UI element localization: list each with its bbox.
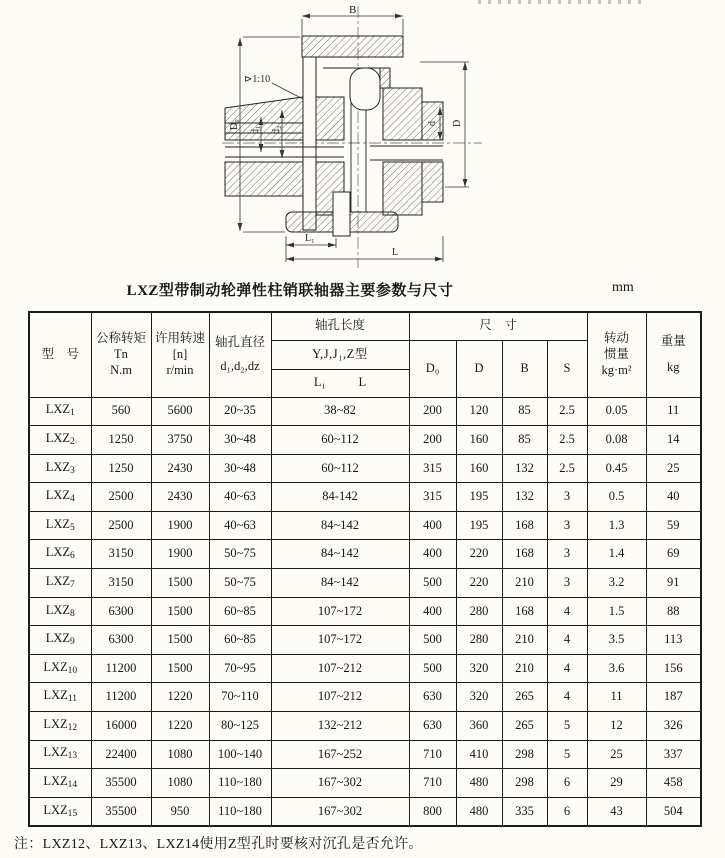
cell-bore: 110~180 bbox=[209, 797, 271, 826]
cell-D: 410 bbox=[456, 740, 502, 769]
cell-model: LXZ3 bbox=[29, 454, 91, 483]
cell-D: 320 bbox=[456, 683, 502, 712]
dim-label-L: L bbox=[392, 247, 399, 258]
table-body bbox=[29, 397, 701, 826]
cell-D: 160 bbox=[456, 454, 502, 483]
cell-bore: 110~180 bbox=[209, 769, 271, 798]
cell-D0: 400 bbox=[409, 597, 456, 626]
cell-bore: 70~110 bbox=[209, 683, 271, 712]
cell-torque: 2500 bbox=[91, 483, 151, 512]
col-header-weight: 重量 kg bbox=[646, 312, 701, 397]
dim-label-L1: L₁ bbox=[305, 233, 315, 244]
col-header-L1: L₁ bbox=[313, 375, 326, 390]
cell-speed: 1900 bbox=[151, 540, 209, 569]
unit-label: mm bbox=[612, 280, 634, 295]
cell-D0: 400 bbox=[409, 511, 456, 540]
cell-torque: 16000 bbox=[91, 712, 151, 741]
cell-torque: 35500 bbox=[91, 769, 151, 798]
cell-length: 107~212 bbox=[271, 654, 409, 683]
cell-torque: 6300 bbox=[91, 626, 151, 655]
cell-length: 167~302 bbox=[271, 769, 409, 798]
model-number-subscript: 12 bbox=[67, 722, 78, 733]
table-row bbox=[29, 597, 701, 626]
cell-B: 168 bbox=[502, 540, 547, 569]
cell-weight: 88 bbox=[646, 597, 701, 626]
cell-length: 167~302 bbox=[271, 797, 409, 826]
col-header-D0: D₀ bbox=[409, 340, 456, 397]
model-number-subscript: 1 bbox=[70, 408, 75, 419]
cell-length: 84~142 bbox=[271, 511, 409, 540]
col-header-length-types: Y,J,J₁,Z型 bbox=[271, 340, 409, 369]
cell-model: LXZ7 bbox=[29, 569, 91, 598]
cell-weight: 25 bbox=[646, 454, 701, 483]
cell-S: 4 bbox=[547, 683, 587, 712]
cell-length: 107~212 bbox=[271, 683, 409, 712]
cell-S: 5 bbox=[547, 740, 587, 769]
cell-speed: 1500 bbox=[151, 654, 209, 683]
dim-label-D0: D₀ bbox=[229, 119, 240, 130]
cell-S: 2.5 bbox=[547, 426, 587, 455]
cell-torque: 1250 bbox=[91, 454, 151, 483]
cell-torque: 3150 bbox=[91, 540, 151, 569]
cell-B: 335 bbox=[502, 797, 547, 826]
cell-torque: 22400 bbox=[91, 740, 151, 769]
cell-length: 167~252 bbox=[271, 740, 409, 769]
cell-weight: 337 bbox=[646, 740, 701, 769]
cell-weight: 113 bbox=[646, 626, 701, 655]
cell-B: 298 bbox=[502, 740, 547, 769]
cell-inertia: 0.05 bbox=[587, 397, 646, 426]
cell-bore: 60~85 bbox=[209, 597, 271, 626]
table-row bbox=[29, 654, 701, 683]
cell-torque: 35500 bbox=[91, 797, 151, 826]
table-row bbox=[29, 797, 701, 826]
col-header-L: L bbox=[358, 375, 367, 390]
cell-speed: 2430 bbox=[151, 483, 209, 512]
cell-model: LXZ8 bbox=[29, 597, 91, 626]
cell-weight: 59 bbox=[646, 511, 701, 540]
cell-bore: 30~48 bbox=[209, 454, 271, 483]
table-row bbox=[29, 426, 701, 455]
cell-speed: 1080 bbox=[151, 769, 209, 798]
table-row bbox=[29, 511, 701, 540]
col-group-size: 尺 寸 bbox=[409, 312, 587, 340]
cell-S: 2.5 bbox=[547, 397, 587, 426]
cell-length: 84~142 bbox=[271, 569, 409, 598]
cell-inertia: 0.08 bbox=[587, 426, 646, 455]
model-number-subscript: 7 bbox=[70, 579, 75, 590]
table-row bbox=[29, 540, 701, 569]
cell-D0: 630 bbox=[409, 683, 456, 712]
cell-weight: 504 bbox=[646, 797, 701, 826]
cell-model: LXZ10 bbox=[29, 654, 91, 683]
cell-bore: 50~75 bbox=[209, 540, 271, 569]
cell-weight: 326 bbox=[646, 712, 701, 741]
cell-weight: 156 bbox=[646, 654, 701, 683]
cell-D: 280 bbox=[456, 597, 502, 626]
cell-inertia: 43 bbox=[587, 797, 646, 826]
cell-speed: 1500 bbox=[151, 597, 209, 626]
cell-model: LXZ15 bbox=[29, 797, 91, 826]
cell-model: LXZ11 bbox=[29, 683, 91, 712]
cell-bore: 60~85 bbox=[209, 626, 271, 655]
cell-S: 6 bbox=[547, 797, 587, 826]
cell-model: LXZ2 bbox=[29, 426, 91, 455]
cell-length: 60~112 bbox=[271, 426, 409, 455]
dim-label-d: d bbox=[427, 121, 438, 126]
elastic-pin bbox=[333, 68, 390, 236]
cell-length: 84~142 bbox=[271, 540, 409, 569]
dim-label-d1: d₁ bbox=[250, 125, 261, 134]
model-number-subscript: 11 bbox=[67, 694, 77, 705]
cell-D: 320 bbox=[456, 654, 502, 683]
model-number-subscript: 13 bbox=[67, 751, 78, 762]
cell-speed: 1500 bbox=[151, 569, 209, 598]
taper-label: ⊳1:10 bbox=[244, 74, 271, 85]
cell-weight: 187 bbox=[646, 683, 701, 712]
cell-D: 220 bbox=[456, 569, 502, 598]
cell-model: LXZ1 bbox=[29, 397, 91, 426]
col-header-model: 型 号 bbox=[29, 312, 91, 397]
model-number-subscript: 9 bbox=[70, 637, 75, 648]
cell-inertia: 1.4 bbox=[587, 540, 646, 569]
cell-weight: 14 bbox=[646, 426, 701, 455]
cell-D: 120 bbox=[456, 397, 502, 426]
col-header-torque: 公称转矩Tn N.m bbox=[91, 312, 151, 397]
cell-bore: 20~35 bbox=[209, 397, 271, 426]
cell-speed: 1220 bbox=[151, 712, 209, 741]
model-number-subscript: 6 bbox=[70, 551, 75, 562]
cell-model: LXZ5 bbox=[29, 511, 91, 540]
cell-bore: 70~95 bbox=[209, 654, 271, 683]
cell-speed: 5600 bbox=[151, 397, 209, 426]
cell-B: 210 bbox=[502, 654, 547, 683]
cell-model: LXZ6 bbox=[29, 540, 91, 569]
cell-inertia: 0.5 bbox=[587, 483, 646, 512]
cell-D: 220 bbox=[456, 540, 502, 569]
cell-B: 168 bbox=[502, 511, 547, 540]
cell-D: 160 bbox=[456, 426, 502, 455]
parameters-table bbox=[28, 311, 702, 827]
model-number-subscript: 8 bbox=[70, 608, 75, 619]
cell-D0: 315 bbox=[409, 454, 456, 483]
col-header-B: B bbox=[502, 340, 547, 397]
cell-inertia: 25 bbox=[587, 740, 646, 769]
cell-bore: 100~140 bbox=[209, 740, 271, 769]
table-row bbox=[29, 483, 701, 512]
cell-torque: 1250 bbox=[91, 426, 151, 455]
page-title: LXZ型带制动轮弹性柱销联轴器主要参数与尺寸 bbox=[126, 283, 454, 299]
cell-S: 4 bbox=[547, 654, 587, 683]
cell-bore: 30~48 bbox=[209, 426, 271, 455]
col-group-length: 轴孔长度 bbox=[271, 312, 409, 340]
col-header-L1-L bbox=[271, 369, 409, 397]
dim-label-d2: d₂ bbox=[271, 125, 282, 134]
cell-S: 3 bbox=[547, 569, 587, 598]
cell-torque: 2500 bbox=[91, 511, 151, 540]
cell-S: 2.5 bbox=[547, 454, 587, 483]
cell-S: 3 bbox=[547, 511, 587, 540]
cell-B: 85 bbox=[502, 397, 547, 426]
cell-bore: 50~75 bbox=[209, 569, 271, 598]
model-number-subscript: 3 bbox=[70, 465, 75, 476]
cell-inertia: 29 bbox=[587, 769, 646, 798]
table-row bbox=[29, 626, 701, 655]
cell-inertia: 1.5 bbox=[587, 597, 646, 626]
cell-inertia: 3.6 bbox=[587, 654, 646, 683]
cell-B: 265 bbox=[502, 712, 547, 741]
cell-B: 132 bbox=[502, 454, 547, 483]
cell-speed: 1900 bbox=[151, 511, 209, 540]
table-row bbox=[29, 740, 701, 769]
cell-S: 4 bbox=[547, 597, 587, 626]
cell-inertia: 3.2 bbox=[587, 569, 646, 598]
model-number-subscript: 5 bbox=[70, 522, 75, 533]
cell-D: 195 bbox=[456, 483, 502, 512]
cell-D0: 710 bbox=[409, 769, 456, 798]
cell-inertia: 1.3 bbox=[587, 511, 646, 540]
cell-B: 298 bbox=[502, 769, 547, 798]
cell-S: 6 bbox=[547, 769, 587, 798]
cell-D0: 200 bbox=[409, 397, 456, 426]
cell-model: LXZ13 bbox=[29, 740, 91, 769]
cell-D: 195 bbox=[456, 511, 502, 540]
table-row bbox=[29, 683, 701, 712]
model-number-subscript: 4 bbox=[70, 494, 75, 505]
cell-speed: 950 bbox=[151, 797, 209, 826]
cell-weight: 458 bbox=[646, 769, 701, 798]
col-header-D: D bbox=[456, 340, 502, 397]
cell-length: 38~82 bbox=[271, 397, 409, 426]
cell-B: 168 bbox=[502, 597, 547, 626]
cell-weight: 91 bbox=[646, 569, 701, 598]
model-number-subscript: 2 bbox=[70, 436, 75, 447]
cell-torque: 6300 bbox=[91, 597, 151, 626]
cell-D: 480 bbox=[456, 797, 502, 826]
cell-speed: 1080 bbox=[151, 740, 209, 769]
cell-S: 3 bbox=[547, 483, 587, 512]
cell-B: 85 bbox=[502, 426, 547, 455]
col-header-bore: 轴孔直径 d₁,d₂,dz bbox=[209, 312, 271, 397]
cell-D0: 500 bbox=[409, 626, 456, 655]
cell-length: 84-142 bbox=[271, 483, 409, 512]
cell-speed: 2430 bbox=[151, 454, 209, 483]
table-row bbox=[29, 712, 701, 741]
cell-B: 132 bbox=[502, 483, 547, 512]
cell-weight: 11 bbox=[646, 397, 701, 426]
cell-D: 480 bbox=[456, 769, 502, 798]
cell-inertia: 11 bbox=[587, 683, 646, 712]
cell-inertia: 0.45 bbox=[587, 454, 646, 483]
cell-D: 360 bbox=[456, 712, 502, 741]
cell-D0: 500 bbox=[409, 569, 456, 598]
cell-model: LXZ12 bbox=[29, 712, 91, 741]
cell-inertia: 3.5 bbox=[587, 626, 646, 655]
footnote: 注：LXZ12、LXZ13、LXZ14使用Z型孔时要核对沉孔是否允许。 bbox=[14, 837, 423, 852]
table-row bbox=[29, 769, 701, 798]
cell-bore: 80~125 bbox=[209, 712, 271, 741]
cell-D: 280 bbox=[456, 626, 502, 655]
dim-label-B: B bbox=[349, 4, 357, 16]
coupling-section-diagram bbox=[0, 0, 725, 276]
cell-D0: 710 bbox=[409, 740, 456, 769]
cell-model: LXZ9 bbox=[29, 626, 91, 655]
cell-bore: 40~63 bbox=[209, 483, 271, 512]
cell-speed: 1220 bbox=[151, 683, 209, 712]
table-header bbox=[29, 312, 701, 397]
model-number-subscript: 14 bbox=[67, 780, 78, 791]
cell-S: 4 bbox=[547, 626, 587, 655]
cell-D0: 400 bbox=[409, 540, 456, 569]
col-header-speed: 许用转速 [n] r/min bbox=[151, 312, 209, 397]
table-row bbox=[29, 397, 701, 426]
cell-D0: 315 bbox=[409, 483, 456, 512]
col-header-S: S bbox=[547, 340, 587, 397]
table-row bbox=[29, 454, 701, 483]
cell-weight: 69 bbox=[646, 540, 701, 569]
cell-torque: 11200 bbox=[91, 683, 151, 712]
title-row bbox=[0, 279, 725, 299]
cell-torque: 11200 bbox=[91, 654, 151, 683]
cell-S: 3 bbox=[547, 540, 587, 569]
col-header-inertia: 转动 惯量 kg·m² bbox=[587, 312, 646, 397]
cell-B: 210 bbox=[502, 569, 547, 598]
cell-length: 60~112 bbox=[271, 454, 409, 483]
cell-length: 132~212 bbox=[271, 712, 409, 741]
cell-B: 210 bbox=[502, 626, 547, 655]
cell-bore: 40~63 bbox=[209, 511, 271, 540]
cell-D0: 800 bbox=[409, 797, 456, 826]
cell-length: 107~172 bbox=[271, 597, 409, 626]
cell-weight: 40 bbox=[646, 483, 701, 512]
table-row bbox=[29, 569, 701, 598]
model-number-subscript: 10 bbox=[67, 665, 78, 676]
cell-S: 5 bbox=[547, 712, 587, 741]
cell-D0: 500 bbox=[409, 654, 456, 683]
cell-model: LXZ4 bbox=[29, 483, 91, 512]
dim-label-D: D bbox=[452, 119, 463, 127]
cell-torque: 560 bbox=[91, 397, 151, 426]
cell-length: 107~172 bbox=[271, 626, 409, 655]
cell-torque: 3150 bbox=[91, 569, 151, 598]
cell-speed: 3750 bbox=[151, 426, 209, 455]
cell-B: 265 bbox=[502, 683, 547, 712]
cell-speed: 1500 bbox=[151, 626, 209, 655]
cell-D0: 200 bbox=[409, 426, 456, 455]
model-number-subscript: 15 bbox=[67, 808, 78, 819]
cell-inertia: 12 bbox=[587, 712, 646, 741]
cell-D0: 630 bbox=[409, 712, 456, 741]
cell-model: LXZ14 bbox=[29, 769, 91, 798]
